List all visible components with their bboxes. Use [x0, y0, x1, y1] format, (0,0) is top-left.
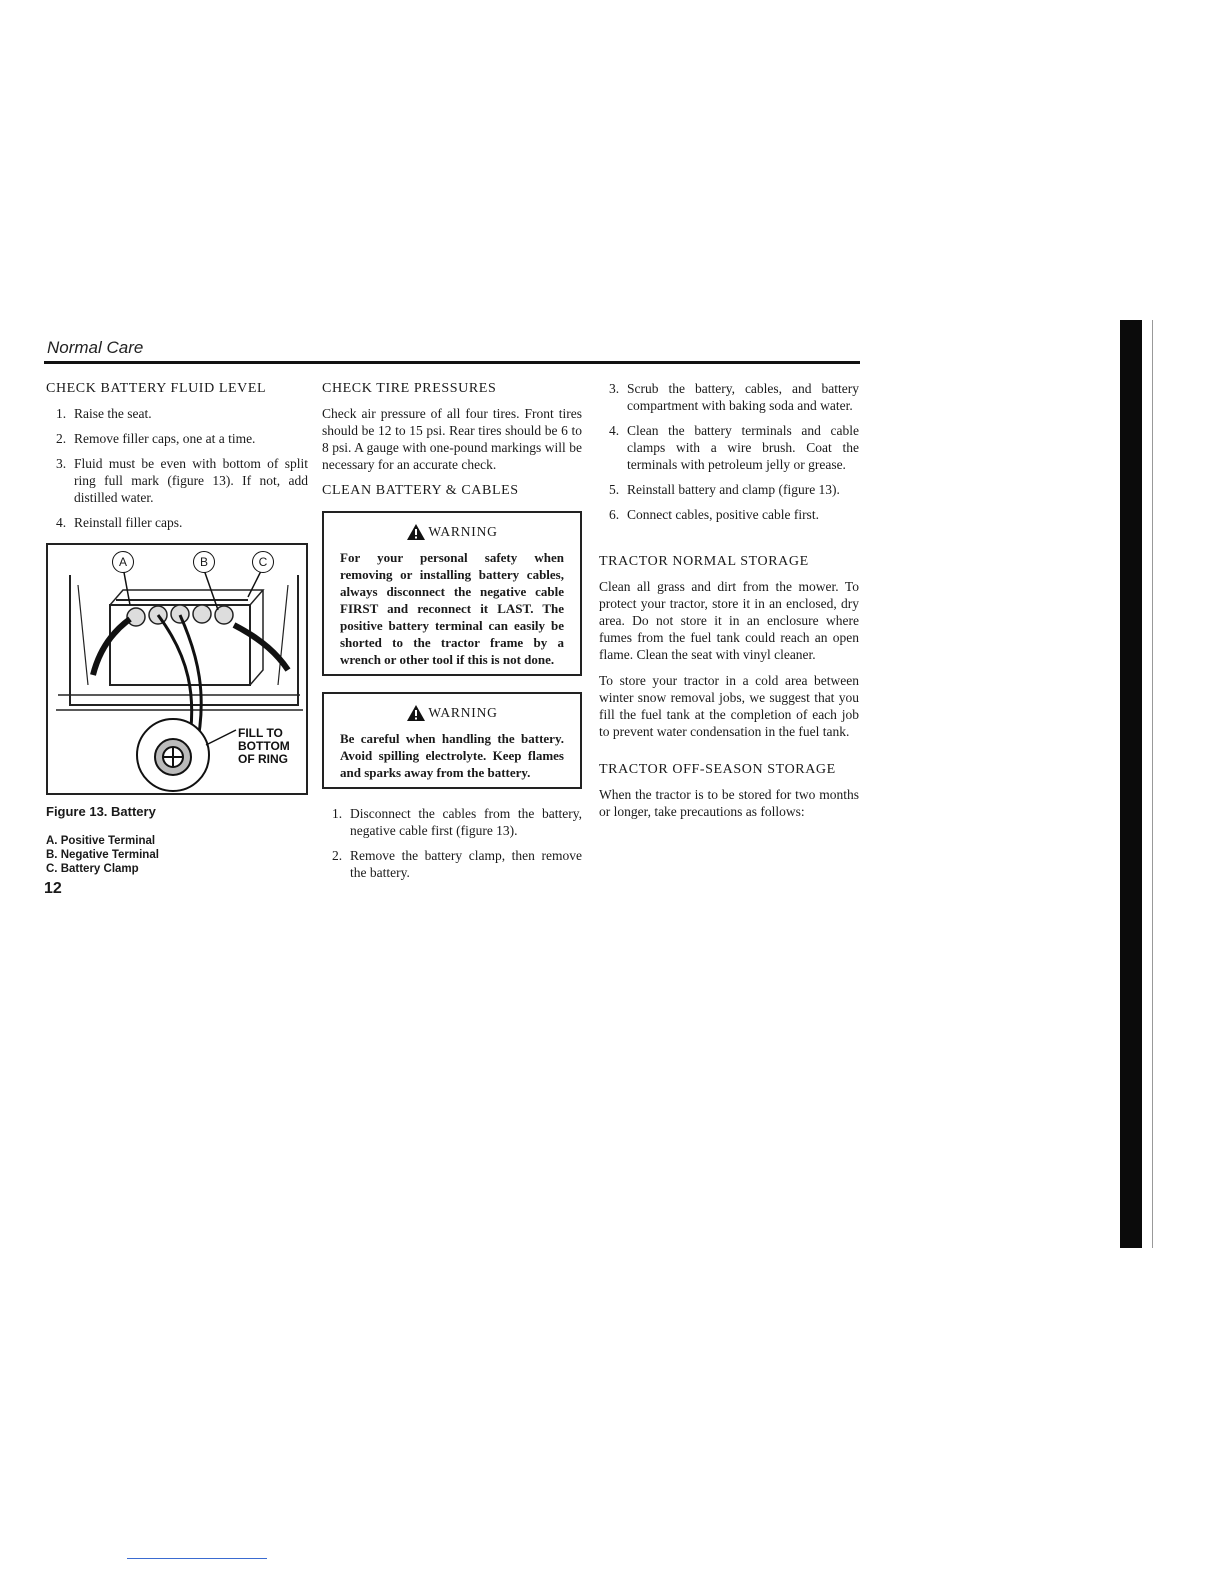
callout-a: A — [112, 551, 134, 573]
callout-b: B — [193, 551, 215, 573]
legend-item: C. Battery Clamp — [46, 863, 139, 875]
battery-figure — [46, 543, 308, 795]
column-tires-cables — [322, 380, 582, 889]
legend-item: B. Negative Terminal — [46, 849, 159, 861]
off-season-text: When the tractor is to be stored for two months or longer, take precautions as follows: — [599, 787, 859, 819]
step-number: 1. — [332, 806, 343, 821]
warning-title-text: WARNING — [428, 524, 498, 539]
normal-storage-text: Clean all grass and dirt from the mower. To protect your tractor, store it in an enclosed, dry area. Do not store it in an enclosure where fumes from the fuel tank could reach an open flame. Clean the seat with vinyl cleaner. — [599, 579, 859, 662]
tire-pressure-text: Check air pressure of all four tires. Front tires should be 12 to 15 psi. Rear tires should be 6 to 8 psi. A gauge with one-pound markings will be necessary for an accurate check. — [322, 406, 582, 472]
step-text: Remove filler caps, one at a time. — [74, 431, 256, 446]
figure-caption: Figure 13. Battery — [46, 804, 156, 819]
header-rule — [44, 361, 860, 364]
list-item — [599, 422, 859, 473]
clean-battery-steps-continued — [599, 380, 859, 523]
running-head: Normal Care — [47, 338, 144, 357]
step-number: 4. — [56, 515, 67, 530]
step-text: Scrub the battery, cables, and battery compartment with baking soda and water. — [627, 381, 859, 413]
clean-battery-steps — [322, 805, 582, 881]
step-number: 4. — [609, 423, 620, 438]
list-item — [599, 380, 859, 414]
step-text: Clean the battery terminals and cable clamps with a wire brush. Coat the terminals with petroleum jelly or grease. — [627, 423, 859, 472]
figure-legend — [46, 834, 308, 876]
warning-text: For your personal safety when removing or installing battery cables, always disconnect the negative cable FIRST and reconnect it LAST. The positive battery terminal can easily be shorted to the tractor frame by a wrench or other tool if this is not done. — [340, 550, 564, 667]
list-item — [46, 405, 308, 422]
heading-normal-storage: TRACTOR NORMAL STORAGE — [599, 554, 809, 569]
column-battery-fluid — [46, 380, 308, 876]
heading-clean-battery: CLEAN BATTERY & CABLES — [322, 483, 519, 498]
scan-edge-line — [1152, 320, 1153, 1248]
bottom-blue-line — [127, 1558, 267, 1559]
battery-fluid-steps — [46, 405, 308, 531]
warning-box-electrolyte — [322, 692, 582, 789]
warning-box-cables — [322, 511, 582, 676]
step-text: Connect cables, positive cable first. — [627, 507, 819, 522]
fill-label-line: OF RING — [238, 752, 288, 766]
step-text: Fluid must be even with bottom of split ring full mark (figure 13). If not, add distilled water. — [74, 456, 308, 505]
step-text: Raise the seat. — [74, 406, 152, 421]
step-text: Remove the battery clamp, then remove the battery. — [350, 848, 582, 880]
step-number: 6. — [609, 507, 620, 522]
warning-triangle-icon — [406, 523, 426, 541]
list-item — [46, 455, 308, 506]
list-item — [46, 430, 308, 447]
step-number: 3. — [56, 456, 67, 471]
page-number: 12 — [44, 880, 62, 897]
warning-triangle-icon — [406, 704, 426, 722]
callout-c: C — [252, 551, 274, 573]
step-text: Reinstall battery and clamp (figure 13). — [627, 482, 840, 497]
step-number: 2. — [56, 431, 67, 446]
fill-label-line: FILL TO — [238, 726, 283, 740]
warning-title — [340, 704, 564, 722]
heading-off-season-storage: TRACTOR OFF-SEASON STORAGE — [599, 762, 836, 777]
cold-storage-text: To store your tractor in a cold area between winter snow removal jobs, we suggest that you fill the fuel tank at the completion of each job to prevent water condensation in the fuel tank. — [599, 673, 859, 739]
column-storage — [599, 380, 859, 829]
heading-check-battery-fluid: CHECK BATTERY FLUID LEVEL — [46, 381, 267, 396]
heading-check-tire-pressures: CHECK TIRE PRESSURES — [322, 381, 497, 396]
step-number: 5. — [609, 482, 620, 497]
list-item — [599, 506, 859, 523]
fill-label-line: BOTTOM — [238, 739, 290, 753]
step-text: Disconnect the cables from the battery, negative cable first (figure 13). — [350, 806, 582, 838]
legend-item: A. Positive Terminal — [46, 835, 156, 847]
list-item — [599, 481, 859, 498]
warning-text: Be careful when handling the battery. Avoid spilling electrolyte. Keep flames and sparks away from the battery. — [340, 731, 564, 780]
warning-title — [340, 523, 564, 541]
scan-edge-bar — [1120, 320, 1142, 1248]
step-text: Reinstall filler caps. — [74, 515, 183, 530]
list-item — [322, 847, 582, 881]
warning-title-text: WARNING — [428, 705, 498, 720]
step-number: 2. — [332, 848, 343, 863]
fill-level-label — [238, 727, 290, 766]
step-number: 1. — [56, 406, 67, 421]
list-item — [46, 514, 308, 531]
step-number: 3. — [609, 381, 620, 396]
list-item — [322, 805, 582, 839]
